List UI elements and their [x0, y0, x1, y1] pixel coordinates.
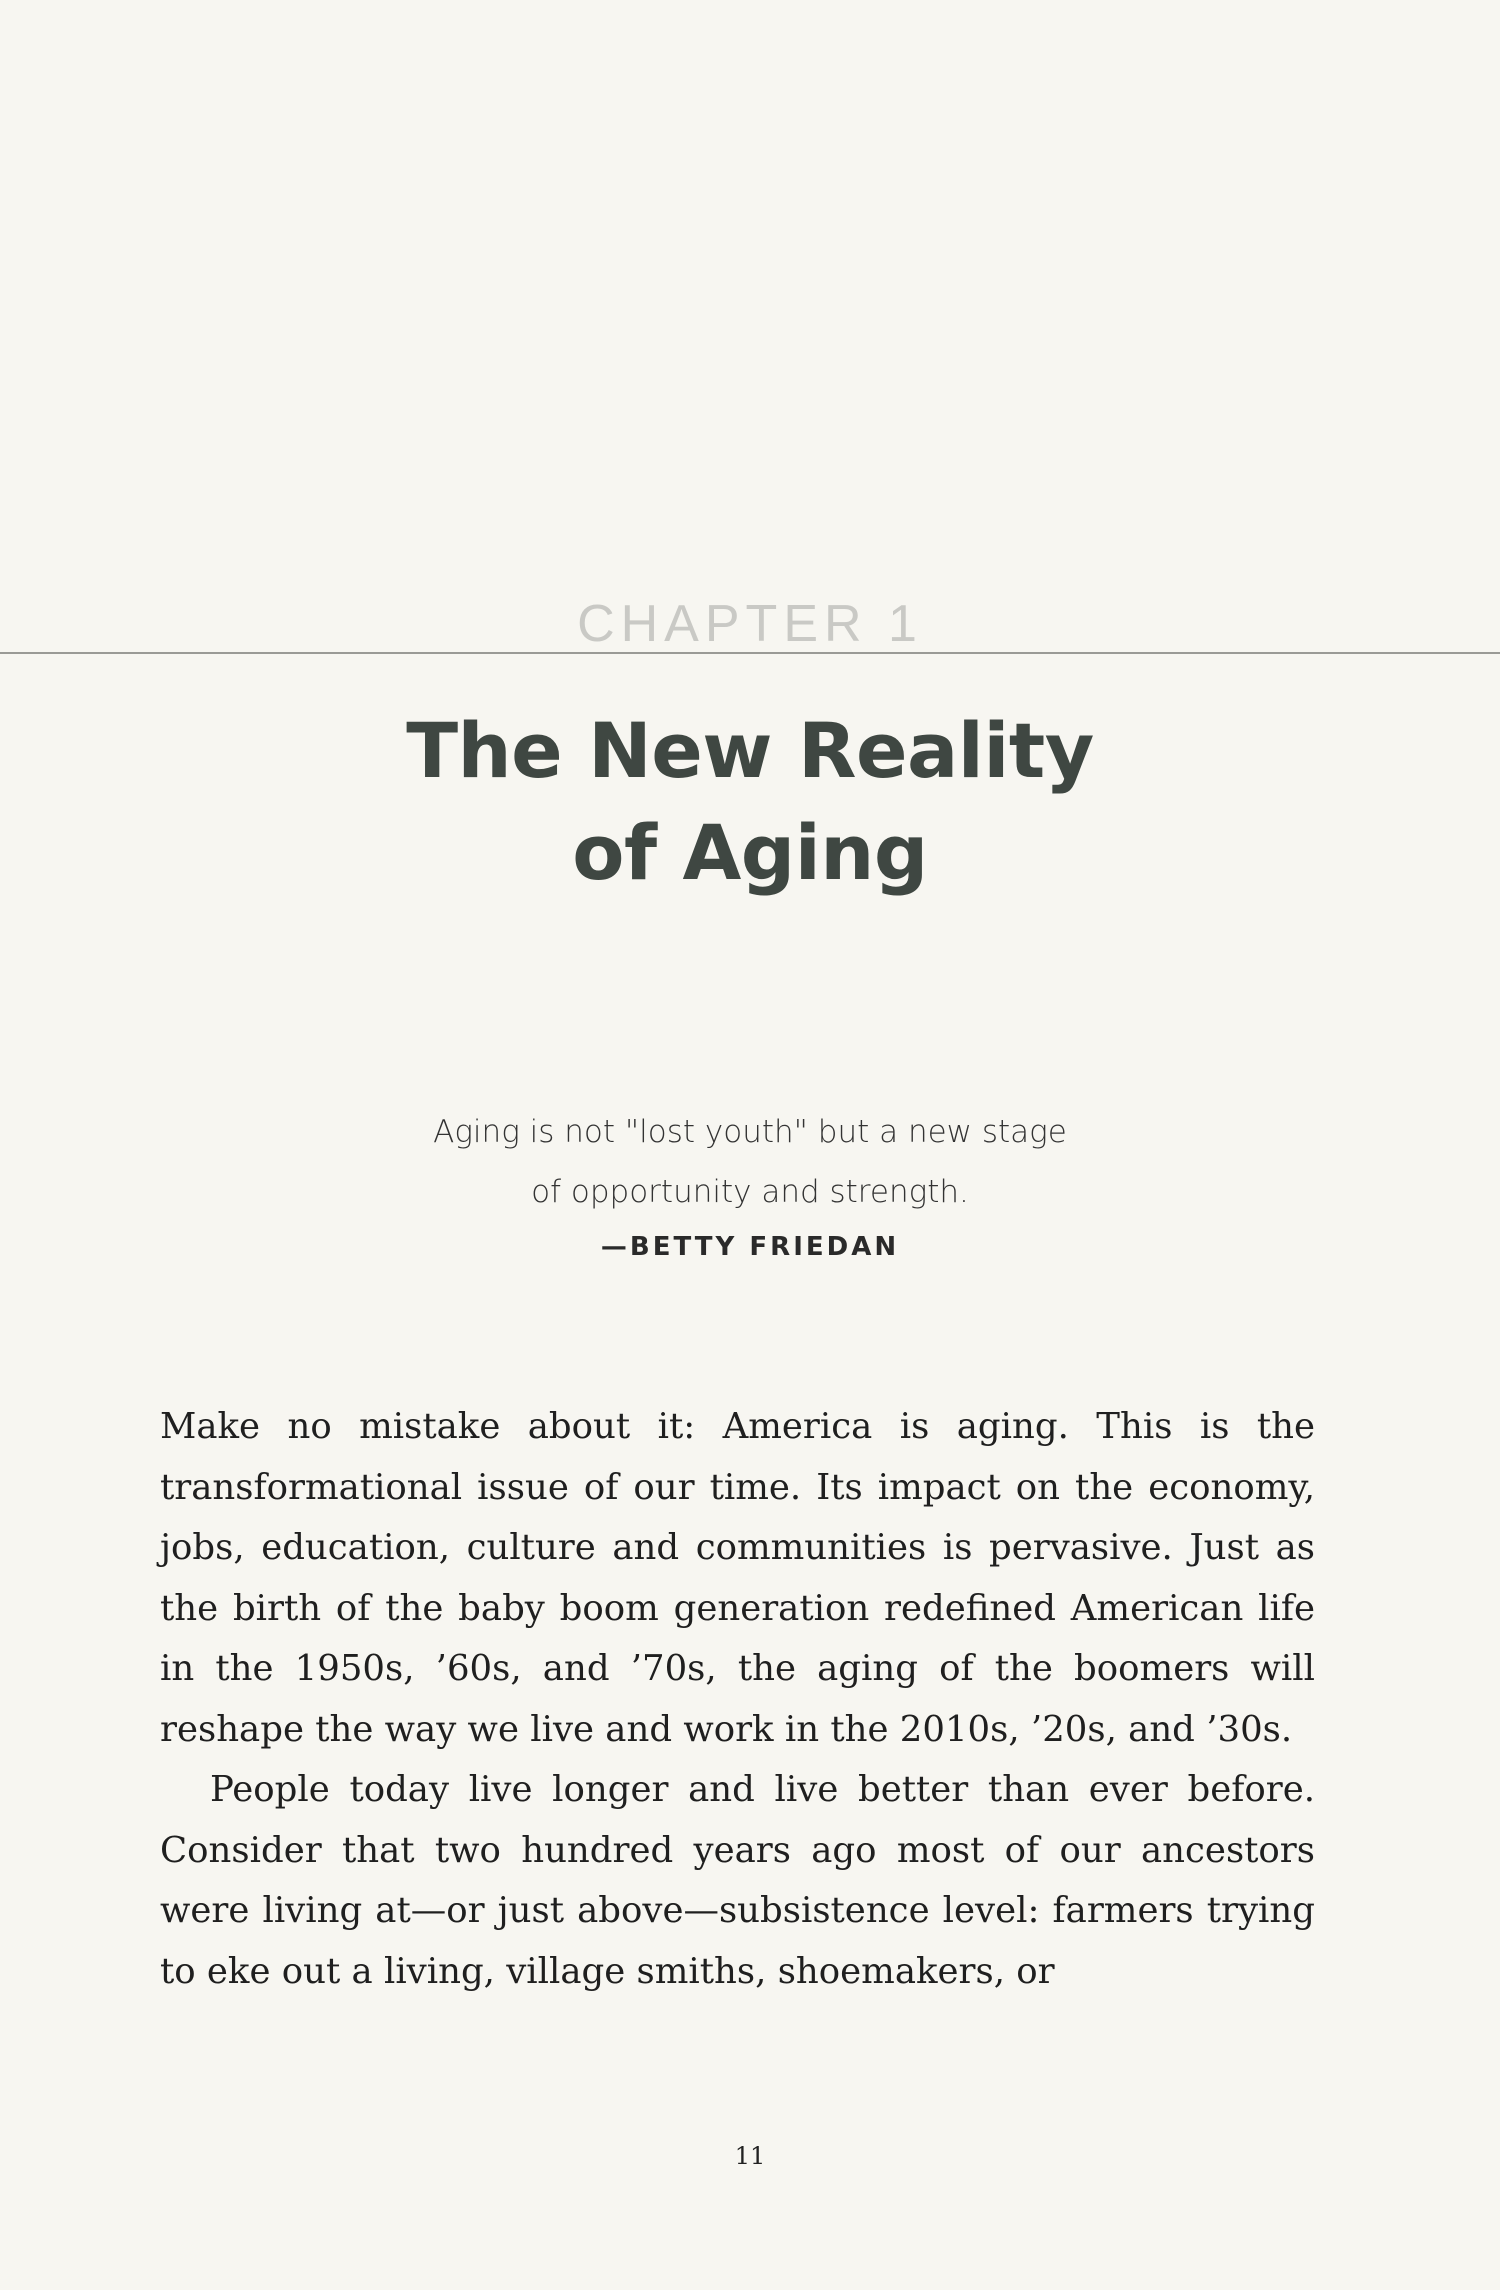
epigraph-line-1: Aging is not "lost youth" but a new stage [433, 1114, 1067, 1150]
epigraph-line-2: of opportunity and strength. [531, 1174, 969, 1210]
epigraph [0, 1102, 1500, 1222]
page-number: 11 [734, 2142, 766, 2170]
body-text [160, 1397, 1315, 2002]
chapter-title [0, 700, 1500, 904]
chapter-label: CHAPTER 1 [577, 595, 923, 653]
epigraph-attribution: —BETTY FRIEDAN [600, 1232, 900, 1262]
chapter-title-line-2: of Aging [572, 808, 928, 897]
paragraph-1: Make no mistake about it: America is aging. This is the transformational issue of our time. Its impact on the economy, jobs, education, culture and communities is pervasive. Just as the birth of the baby boom generation redefined American life in the 1950s, ’60s, and ’70s, the aging of the boomers will reshape the way we live and work in the 2010s, ’20s, and ’30s. [160, 1406, 1315, 1750]
paragraph-2: People today live longer and live better than ever before. Consider that two hundred years ago most of our ancestors were living at—or just above—subsistence level: farmers trying to eke out a living, village smiths, shoemakers, or [160, 1769, 1315, 1992]
chapter-title-line-1: The New Reality [406, 706, 1094, 795]
